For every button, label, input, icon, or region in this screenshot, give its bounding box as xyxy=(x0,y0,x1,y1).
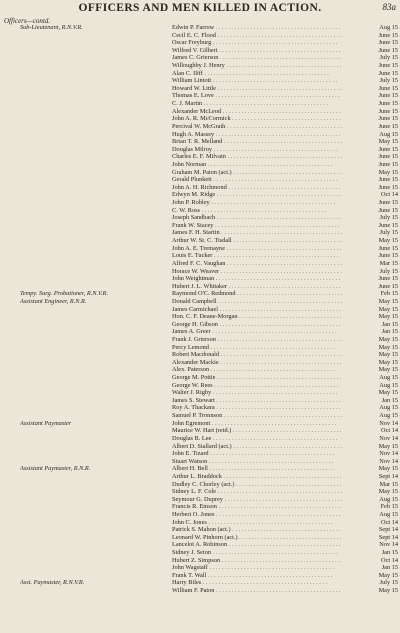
officer-name: Dudley C. Chorley (act.) . . . xyxy=(172,481,342,489)
officer-name: John Weightman . . . xyxy=(172,275,342,283)
officer-name: John Norman . . . xyxy=(172,161,342,169)
officer-name: Alexander Mackie . . . xyxy=(172,359,342,367)
section-heading: Officers—contd. xyxy=(4,17,51,25)
date-killed: Oct 14 xyxy=(342,191,398,199)
list-item xyxy=(0,222,400,230)
list-item xyxy=(0,328,400,336)
date-killed: June 15 xyxy=(342,32,398,40)
rank-label: Tempy. Surg. Probationer, R.N.V.R. xyxy=(20,290,109,298)
list-item xyxy=(0,85,400,93)
list-item xyxy=(0,123,400,131)
list-item xyxy=(0,252,400,260)
officer-name: Edwyn M. Ridge . . . xyxy=(172,191,342,199)
officer-name: Graham M. Paton (act.) . . . xyxy=(172,169,342,177)
date-killed: Aug 15 xyxy=(342,412,398,420)
date-killed: June 15 xyxy=(342,176,398,184)
officer-name: Sidney L. F. Cole . . . xyxy=(172,488,342,496)
officer-name: Robert Macdonald . . . xyxy=(172,351,342,359)
date-killed: Oct 14 xyxy=(342,519,398,527)
date-killed: June 15 xyxy=(342,184,398,192)
officer-name: Willoughby J. Henry . . . xyxy=(172,62,342,70)
date-killed: June 15 xyxy=(342,123,398,131)
rank-label: Assistant Paymaster, R.N.R. xyxy=(20,465,91,473)
date-killed: Aug 15 xyxy=(342,404,398,412)
list-item xyxy=(0,435,400,443)
date-killed: Aug 15 xyxy=(342,131,398,139)
list-item xyxy=(0,481,400,489)
officer-name: Joseph Sandbach . . . xyxy=(172,214,342,222)
officer-name: Cecil E. C. Flood . . . xyxy=(172,32,342,40)
list-item xyxy=(0,450,400,458)
officer-name: Hon. C. F. Deane-Morgan . . . xyxy=(172,313,342,321)
list-item xyxy=(0,199,400,207)
date-killed: June 15 xyxy=(342,70,398,78)
page-header xyxy=(0,2,400,16)
page-title: OFFICERS AND MEN KILLED IN ACTION. xyxy=(78,2,322,14)
officer-name: Gerald Plunkett . . . xyxy=(172,176,342,184)
officer-name: John Wagstaff . . . xyxy=(172,564,342,572)
date-killed: June 15 xyxy=(342,222,398,230)
list-item xyxy=(0,557,400,565)
list-item xyxy=(0,108,400,116)
officer-name: Arthur W. St. C. Tisdall . . . xyxy=(172,237,342,245)
list-item xyxy=(0,237,400,245)
list-item xyxy=(0,146,400,154)
officer-name: Herbert O. Jones . . . xyxy=(172,511,342,519)
date-killed: June 15 xyxy=(342,161,398,169)
date-killed: May 15 xyxy=(342,336,398,344)
date-killed: Feb 15 xyxy=(342,290,398,298)
date-killed: Jan 15 xyxy=(342,397,398,405)
officer-name: Seymour G. Duprey . . . xyxy=(172,496,342,504)
date-killed: May 15 xyxy=(342,465,398,473)
list-item xyxy=(0,366,400,374)
list-item xyxy=(0,579,400,587)
officer-name: Maurice W. Hart (retd.) . . . xyxy=(172,427,342,435)
date-killed: July 15 xyxy=(342,54,398,62)
list-item xyxy=(0,191,400,199)
date-killed: Nov 14 xyxy=(342,435,398,443)
officer-name: George H. Gibson . . . xyxy=(172,321,342,329)
list-item xyxy=(0,260,400,268)
list-item xyxy=(0,131,400,139)
date-killed: May 15 xyxy=(342,169,398,177)
officer-name: Hubert J. L. Whitaker . . . xyxy=(172,283,342,291)
officer-name: John A. H. Richmond . . . xyxy=(172,184,342,192)
officer-name: Sidney J. Seton . . . xyxy=(172,549,342,557)
list-item xyxy=(0,511,400,519)
list-item xyxy=(0,47,400,55)
officer-name: Hubert Z. Simpson . . . xyxy=(172,557,342,565)
date-killed: June 15 xyxy=(342,207,398,215)
officer-name: John Egremont . . . xyxy=(172,420,342,428)
rank-label: Assistant Paymaster xyxy=(20,419,72,427)
list-item xyxy=(0,70,400,78)
date-killed: Jan 15 xyxy=(342,549,398,557)
list-item xyxy=(0,184,400,192)
list-item xyxy=(0,465,400,473)
date-killed: Oct 14 xyxy=(342,557,398,565)
list-item xyxy=(0,313,400,321)
list-item xyxy=(0,443,400,451)
date-killed: June 15 xyxy=(342,146,398,154)
list-item xyxy=(0,534,400,542)
list-item xyxy=(0,290,400,298)
date-killed: Nov 14 xyxy=(342,450,398,458)
list-item xyxy=(0,298,400,306)
list-item xyxy=(0,283,400,291)
date-killed: July 15 xyxy=(342,579,398,587)
list-item xyxy=(0,77,400,85)
officer-name: Alex. Paterson . . . xyxy=(172,366,342,374)
rank-label: Assistant Engineer, R.N.R. xyxy=(20,297,87,305)
officer-name: C. W. Ross . . . xyxy=(172,207,342,215)
date-killed: June 15 xyxy=(342,39,398,47)
officer-name: Stuart Watson . . . xyxy=(172,458,342,466)
officer-name: Frank J. Grierson . . . xyxy=(172,336,342,344)
officer-name: Louis E. Tucker . . . xyxy=(172,252,342,260)
date-killed: May 15 xyxy=(342,443,398,451)
officer-name: William F. Paton . . . xyxy=(172,587,342,595)
date-killed: May 15 xyxy=(342,298,398,306)
list-item xyxy=(0,32,400,40)
officer-name: John A. R. McCormick . . . xyxy=(172,115,342,123)
officer-name: Percy Lemond . . . xyxy=(172,344,342,352)
list-item xyxy=(0,115,400,123)
date-killed: Sept 14 xyxy=(342,534,398,542)
date-killed: Jan 15 xyxy=(342,328,398,336)
officer-name: James C. Grierson . . . xyxy=(172,54,342,62)
officer-name: James S. Stewart . . . xyxy=(172,397,342,405)
officer-name: John C. Jones . . . xyxy=(172,519,342,527)
date-killed: June 15 xyxy=(342,92,398,100)
date-killed: June 15 xyxy=(342,153,398,161)
list-item xyxy=(0,176,400,184)
page-number: 83a xyxy=(382,2,396,12)
officer-name: Donald Campbell . . . xyxy=(172,298,342,306)
date-killed: June 15 xyxy=(342,85,398,93)
list-item xyxy=(0,389,400,397)
date-killed: Oct 14 xyxy=(342,427,398,435)
list-item xyxy=(0,207,400,215)
date-killed: May 15 xyxy=(342,237,398,245)
list-item xyxy=(0,100,400,108)
officer-name: James Carmichael . . . xyxy=(172,306,342,314)
list-item xyxy=(0,214,400,222)
officer-name: Francis R. Emson . . . xyxy=(172,503,342,511)
officer-name: Patrick S. Mahon (act.) . . . xyxy=(172,526,342,534)
list-item xyxy=(0,412,400,420)
date-killed: June 15 xyxy=(342,115,398,123)
date-killed: Nov 14 xyxy=(342,541,398,549)
list-item xyxy=(0,169,400,177)
officer-name: Edwin P. Farrow . . . xyxy=(172,24,342,32)
officer-name: Leonard W. Pinhorn (act.) . . . xyxy=(172,534,342,542)
list-item xyxy=(0,275,400,283)
officer-name: Albert H. Bell . . . xyxy=(172,465,342,473)
date-killed: Jan 15 xyxy=(342,321,398,329)
list-item xyxy=(0,473,400,481)
date-killed: Nov 14 xyxy=(342,420,398,428)
list-item xyxy=(0,458,400,466)
date-killed: July 15 xyxy=(342,77,398,85)
officer-name: William Lintott . . . xyxy=(172,77,342,85)
officer-name: Hugh A. Massey . . . xyxy=(172,131,342,139)
list-item xyxy=(0,306,400,314)
list-item xyxy=(0,153,400,161)
list-item xyxy=(0,245,400,253)
officer-name: Raymond O'C. Redmond . . . xyxy=(172,290,342,298)
officer-name: Walter J. Rigby . . . xyxy=(172,389,342,397)
date-killed: Mar 15 xyxy=(342,481,398,489)
officer-name: Alexander McLeod . . . xyxy=(172,108,342,116)
list-item xyxy=(0,351,400,359)
date-killed: June 15 xyxy=(342,100,398,108)
officer-name: Roy A. Thackara . . . xyxy=(172,404,342,412)
officer-name: Howard W. Little . . . xyxy=(172,85,342,93)
date-killed: July 15 xyxy=(342,214,398,222)
date-killed: June 15 xyxy=(342,252,398,260)
list-item xyxy=(0,397,400,405)
list-item xyxy=(0,519,400,527)
officer-name: Frank W. Stacey . . . xyxy=(172,222,342,230)
date-killed: July 15 xyxy=(342,268,398,276)
list-item xyxy=(0,54,400,62)
date-killed: June 15 xyxy=(342,47,398,55)
list-item xyxy=(0,92,400,100)
list-item xyxy=(0,404,400,412)
list-item xyxy=(0,503,400,511)
date-killed: Feb 15 xyxy=(342,503,398,511)
date-killed: Aug 15 xyxy=(342,374,398,382)
list-item xyxy=(0,420,400,428)
date-killed: May 15 xyxy=(342,344,398,352)
date-killed: Sept 14 xyxy=(342,473,398,481)
officer-name: Percival W. McGrath . . . xyxy=(172,123,342,131)
date-killed: June 15 xyxy=(342,199,398,207)
date-killed: June 15 xyxy=(342,62,398,70)
officer-name: James A. Greer . . . xyxy=(172,328,342,336)
date-killed: Jan 15 xyxy=(342,564,398,572)
officer-name: John A. E. Tremayne . . . xyxy=(172,245,342,253)
list-item xyxy=(0,382,400,390)
officer-name: Douglas Milroy . . . xyxy=(172,146,342,154)
list-item xyxy=(0,427,400,435)
officer-name: Charles E. F. Milvain . . . xyxy=(172,153,342,161)
officer-name: Alan C. Iliff . . . xyxy=(172,70,342,78)
officer-name: Horace W. Weaver . . . xyxy=(172,268,342,276)
officer-name: George W. Rees . . . xyxy=(172,382,342,390)
date-killed: Aug 15 xyxy=(342,382,398,390)
date-killed: Mar 15 xyxy=(342,260,398,268)
officer-name: C. J. Martin . . . xyxy=(172,100,342,108)
list-item xyxy=(0,488,400,496)
officer-name: Oscar Freyburg . . . xyxy=(172,39,342,47)
list-item xyxy=(0,336,400,344)
officer-name: Brian T. R. Melland . . . xyxy=(172,138,342,146)
date-killed: May 15 xyxy=(342,366,398,374)
date-killed: May 15 xyxy=(342,587,398,595)
date-killed: May 15 xyxy=(342,351,398,359)
list-item xyxy=(0,541,400,549)
list-item xyxy=(0,62,400,70)
list-item xyxy=(0,161,400,169)
officer-name: Douglas B. Lee . . . xyxy=(172,435,342,443)
officer-name: George M. Pottie . . . xyxy=(172,374,342,382)
date-killed: May 15 xyxy=(342,488,398,496)
date-killed: Nov 14 xyxy=(342,458,398,466)
date-killed: June 15 xyxy=(342,275,398,283)
list-item xyxy=(0,24,400,32)
officers-list xyxy=(0,24,400,595)
date-killed: May 15 xyxy=(342,572,398,580)
date-killed: Aug 15 xyxy=(342,511,398,519)
date-killed: June 15 xyxy=(342,283,398,291)
officer-name: John E. Tizard . . . xyxy=(172,450,342,458)
list-item xyxy=(0,321,400,329)
list-item xyxy=(0,587,400,595)
date-killed: May 15 xyxy=(342,306,398,314)
officer-name: Harry Biles . . . xyxy=(172,579,342,587)
officer-name: John P. Robley . . . xyxy=(172,199,342,207)
date-killed: July 15 xyxy=(342,229,398,237)
officer-name: Wilfred V. Gilbert . . . xyxy=(172,47,342,55)
list-item xyxy=(0,572,400,580)
list-item xyxy=(0,374,400,382)
rank-label: Asst. Paymaster, R.N.V.R. xyxy=(20,579,85,587)
officer-name: Thomas E. Love . . . xyxy=(172,92,342,100)
officer-name: James F. H. Startin . . . xyxy=(172,229,342,237)
list-item xyxy=(0,496,400,504)
officer-name: Alfred F. C. Vaughan . . . xyxy=(172,260,342,268)
date-killed: May 15 xyxy=(342,313,398,321)
list-item xyxy=(0,564,400,572)
list-item xyxy=(0,359,400,367)
date-killed: Aug 15 xyxy=(342,24,398,32)
list-item xyxy=(0,526,400,534)
date-killed: Sept 14 xyxy=(342,526,398,534)
date-killed: Aug 15 xyxy=(342,496,398,504)
officer-name: Arthur L. Braddock . . . xyxy=(172,473,342,481)
list-item xyxy=(0,138,400,146)
rank-label: Sub-Lieutenant, R.N.V.R. xyxy=(20,24,83,31)
date-killed: June 15 xyxy=(342,108,398,116)
officer-name: Albert D. Stallard (act.) . . . xyxy=(172,443,342,451)
officer-name: Samuel P. Tronnson . . . xyxy=(172,412,342,420)
list-item xyxy=(0,268,400,276)
officer-name: Lancelot A. Robinson . . . xyxy=(172,541,342,549)
date-killed: May 15 xyxy=(342,359,398,367)
list-item xyxy=(0,39,400,47)
list-item xyxy=(0,229,400,237)
date-killed: June 15 xyxy=(342,245,398,253)
list-item xyxy=(0,344,400,352)
date-killed: May 15 xyxy=(342,389,398,397)
date-killed: May 15 xyxy=(342,138,398,146)
officer-name: Frank T. Wall . . . xyxy=(172,572,342,580)
list-item xyxy=(0,549,400,557)
